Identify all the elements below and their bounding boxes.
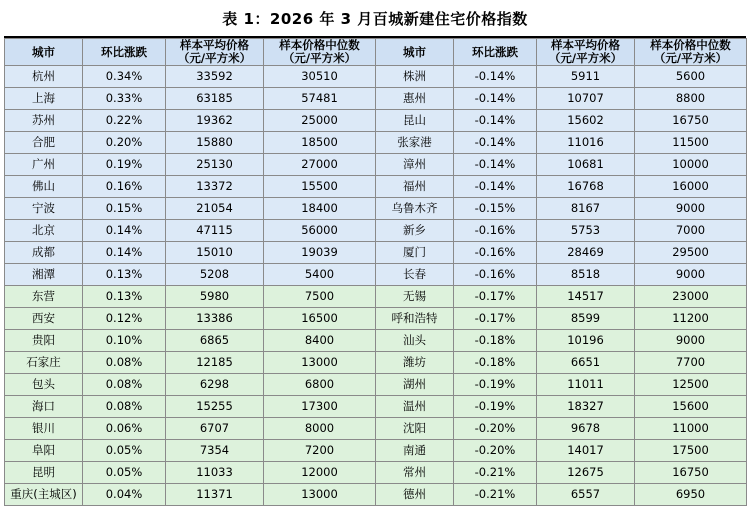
cell-change-right: -0.18% [454,352,537,374]
cell-median-price-left: 18400 [264,198,376,220]
cell-median-price-right: 9000 [635,330,747,352]
header-average-price-right-line2: （元/平方米） [548,51,623,66]
cell-median-price-left: 27000 [264,154,376,176]
cell-median-price-left: 12000 [264,462,376,484]
cell-average-price-right: 6557 [537,484,635,506]
cell-average-price-left: 63185 [166,88,264,110]
cell-city-left: 西安 [5,308,83,330]
cell-average-price-left: 12185 [166,352,264,374]
cell-city-right: 福州 [376,176,454,198]
header-median-price-right-line2: （元/平方米） [653,51,728,66]
cell-average-price-left: 15880 [166,132,264,154]
cell-change-right: -0.17% [454,308,537,330]
cell-change-left: 0.16% [83,176,166,198]
cell-average-price-right: 9678 [537,418,635,440]
cell-average-price-right: 12675 [537,462,635,484]
cell-median-price-right: 16750 [635,110,747,132]
header-median-price-left-line2: （元/平方米） [282,51,357,66]
cell-city-right: 呼和浩特 [376,308,454,330]
cell-city-right: 长春 [376,264,454,286]
cell-median-price-left: 15500 [264,176,376,198]
cell-average-price-right: 8518 [537,264,635,286]
cell-average-price-right: 10196 [537,330,635,352]
cell-city-left: 贵阳 [5,330,83,352]
header-median-price-left-line1: 样本价格中位数 [279,38,360,52]
cell-change-left: 0.14% [83,242,166,264]
cell-change-right: -0.16% [454,220,537,242]
table-row [5,330,747,352]
table-row [5,220,747,242]
cell-change-left: 0.20% [83,132,166,154]
cell-change-right: -0.19% [454,396,537,418]
cell-median-price-left: 7200 [264,440,376,462]
cell-city-left: 上海 [5,88,83,110]
table-row [5,396,747,418]
cell-city-right: 沈阳 [376,418,454,440]
cell-median-price-right: 11200 [635,308,747,330]
table-header [5,39,747,66]
cell-median-price-right: 10000 [635,154,747,176]
cell-change-left: 0.13% [83,264,166,286]
cell-median-price-right: 17500 [635,440,747,462]
cell-change-right: -0.15% [454,198,537,220]
header-change-right: 环比涨跌 [454,39,537,66]
cell-median-price-right: 11500 [635,132,747,154]
cell-median-price-right: 6950 [635,484,747,506]
cell-change-right: -0.17% [454,286,537,308]
cell-change-right: -0.19% [454,374,537,396]
cell-median-price-right: 23000 [635,286,747,308]
cell-median-price-left: 56000 [264,220,376,242]
cell-city-left: 昆明 [5,462,83,484]
cell-change-left: 0.33% [83,88,166,110]
table-row [5,154,747,176]
cell-median-price-right: 7700 [635,352,747,374]
cell-change-left: 0.10% [83,330,166,352]
cell-city-right: 常州 [376,462,454,484]
cell-average-price-left: 21054 [166,198,264,220]
cell-average-price-left: 6298 [166,374,264,396]
cell-change-right: -0.20% [454,418,537,440]
cell-median-price-left: 57481 [264,88,376,110]
cell-city-left: 银川 [5,418,83,440]
cell-change-left: 0.05% [83,440,166,462]
cell-city-left: 杭州 [5,66,83,88]
table-row [5,440,747,462]
header-median-price-right-line1: 样本价格中位数 [650,38,731,52]
cell-city-left: 广州 [5,154,83,176]
cell-city-right: 湖州 [376,374,454,396]
cell-average-price-right: 8599 [537,308,635,330]
cell-median-price-left: 13000 [264,352,376,374]
cell-average-price-left: 15010 [166,242,264,264]
cell-change-right: -0.18% [454,330,537,352]
cell-average-price-right: 5911 [537,66,635,88]
cell-city-right: 昆山 [376,110,454,132]
cell-median-price-right: 16000 [635,176,747,198]
cell-change-left: 0.08% [83,352,166,374]
cell-median-price-left: 17300 [264,396,376,418]
cell-city-left: 石家庄 [5,352,83,374]
cell-city-right: 厦门 [376,242,454,264]
cell-median-price-left: 25000 [264,110,376,132]
cell-city-left: 宁波 [5,198,83,220]
cell-median-price-left: 5400 [264,264,376,286]
cell-median-price-right: 5600 [635,66,747,88]
cell-average-price-right: 5753 [537,220,635,242]
cell-average-price-left: 13386 [166,308,264,330]
cell-median-price-right: 16750 [635,462,747,484]
cell-change-left: 0.05% [83,462,166,484]
cell-city-right: 德州 [376,484,454,506]
cell-city-right: 株洲 [376,66,454,88]
cell-city-left: 湘潭 [5,264,83,286]
table-body [5,66,747,506]
page-title: 表 1：2026 年 3 月百城新建住宅价格指数 [222,10,528,28]
cell-change-right: -0.14% [454,154,537,176]
cell-change-right: -0.14% [454,88,537,110]
cell-median-price-left: 8000 [264,418,376,440]
cell-city-right: 惠州 [376,88,454,110]
cell-change-right: -0.16% [454,242,537,264]
cell-city-right: 南通 [376,440,454,462]
cell-city-left: 海口 [5,396,83,418]
cell-city-right: 漳州 [376,154,454,176]
cell-change-right: -0.21% [454,484,537,506]
header-city-left: 城市 [5,39,83,66]
cell-city-right: 潍坊 [376,352,454,374]
cell-change-right: -0.14% [454,132,537,154]
cell-city-right: 汕头 [376,330,454,352]
cell-average-price-left: 5208 [166,264,264,286]
cell-average-price-right: 28469 [537,242,635,264]
cell-average-price-right: 11016 [537,132,635,154]
cell-average-price-right: 8167 [537,198,635,220]
cell-city-left: 苏州 [5,110,83,132]
cell-city-left: 东营 [5,286,83,308]
cell-change-right: -0.14% [454,110,537,132]
cell-median-price-right: 7000 [635,220,747,242]
table-row [5,484,747,506]
cell-city-right: 张家港 [376,132,454,154]
header-median-price-right [635,39,747,66]
header-average-price-left-line1: 样本平均价格 [180,38,249,52]
cell-city-left: 包头 [5,374,83,396]
cell-median-price-right: 11000 [635,418,747,440]
cell-city-left: 佛山 [5,176,83,198]
table-row [5,110,747,132]
table-row [5,242,747,264]
cell-median-price-left: 7500 [264,286,376,308]
header-change-left: 环比涨跌 [83,39,166,66]
table-row [5,418,747,440]
cell-change-left: 0.12% [83,308,166,330]
cell-average-price-right: 10681 [537,154,635,176]
header-average-price-right [537,39,635,66]
cell-change-left: 0.06% [83,418,166,440]
cell-change-right: -0.20% [454,440,537,462]
table-row [5,198,747,220]
cell-city-right: 乌鲁木齐 [376,198,454,220]
cell-median-price-left: 19039 [264,242,376,264]
table-row [5,286,747,308]
cell-average-price-right: 14017 [537,440,635,462]
table-row [5,264,747,286]
cell-average-price-right: 18327 [537,396,635,418]
header-average-price-right-line1: 样本平均价格 [551,38,620,52]
table-row [5,176,747,198]
cell-median-price-left: 8400 [264,330,376,352]
cell-change-right: -0.14% [454,176,537,198]
cell-city-right: 无锡 [376,286,454,308]
cell-city-left: 合肥 [5,132,83,154]
cell-city-left: 重庆(主城区) [5,484,83,506]
cell-average-price-right: 14517 [537,286,635,308]
cell-change-left: 0.15% [83,198,166,220]
cell-city-right: 温州 [376,396,454,418]
cell-change-left: 0.19% [83,154,166,176]
cell-average-price-left: 15255 [166,396,264,418]
cell-average-price-right: 16768 [537,176,635,198]
cell-average-price-left: 6707 [166,418,264,440]
header-average-price-left [166,39,264,66]
cell-average-price-right: 6651 [537,352,635,374]
cell-median-price-left: 18500 [264,132,376,154]
table-row [5,88,747,110]
cell-median-price-right: 12500 [635,374,747,396]
cell-median-price-right: 15600 [635,396,747,418]
price-index-table [4,38,747,506]
header-median-price-left [264,39,376,66]
cell-average-price-right: 10707 [537,88,635,110]
cell-median-price-right: 9000 [635,198,747,220]
table-row [5,462,747,484]
table-row [5,374,747,396]
cell-average-price-left: 13372 [166,176,264,198]
cell-change-left: 0.08% [83,396,166,418]
cell-average-price-right: 11011 [537,374,635,396]
cell-median-price-left: 30510 [264,66,376,88]
cell-change-left: 0.34% [83,66,166,88]
cell-average-price-left: 11033 [166,462,264,484]
cell-average-price-left: 5980 [166,286,264,308]
cell-change-left: 0.08% [83,374,166,396]
cell-average-price-left: 47115 [166,220,264,242]
header-city-right: 城市 [376,39,454,66]
cell-city-left: 成都 [5,242,83,264]
cell-average-price-left: 6865 [166,330,264,352]
header-average-price-left-line2: （元/平方米） [177,51,252,66]
cell-city-right: 新乡 [376,220,454,242]
table-row [5,308,747,330]
cell-average-price-left: 25130 [166,154,264,176]
cell-average-price-left: 19362 [166,110,264,132]
cell-median-price-left: 6800 [264,374,376,396]
cell-median-price-right: 9000 [635,264,747,286]
cell-average-price-left: 11371 [166,484,264,506]
cell-change-left: 0.04% [83,484,166,506]
table-row [5,352,747,374]
table-header-row [5,39,747,66]
cell-change-right: -0.16% [454,264,537,286]
cell-average-price-left: 33592 [166,66,264,88]
cell-change-right: -0.21% [454,462,537,484]
cell-average-price-left: 7354 [166,440,264,462]
cell-city-left: 阜阳 [5,440,83,462]
cell-change-left: 0.22% [83,110,166,132]
cell-city-left: 北京 [5,220,83,242]
cell-average-price-right: 15602 [537,110,635,132]
cell-median-price-left: 16500 [264,308,376,330]
cell-change-left: 0.14% [83,220,166,242]
cell-median-price-right: 8800 [635,88,747,110]
cell-change-left: 0.13% [83,286,166,308]
cell-median-price-right: 29500 [635,242,747,264]
cell-change-right: -0.14% [454,66,537,88]
table-row [5,66,747,88]
table-row [5,132,747,154]
cell-median-price-left: 13000 [264,484,376,506]
